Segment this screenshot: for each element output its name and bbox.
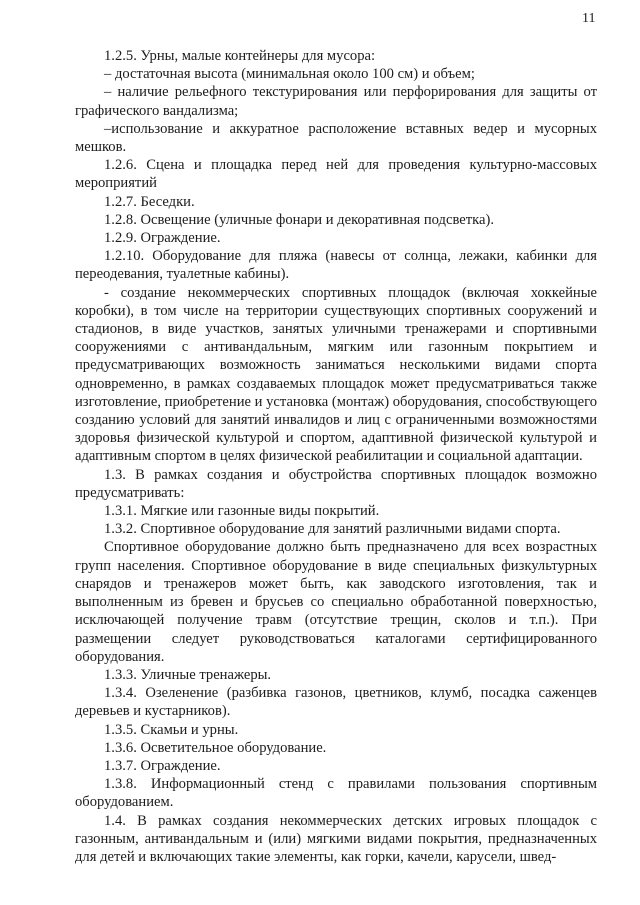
paragraph: 1.3.8. Информационный стенд с правилами пользования спортивным оборудованием. [75,776,597,811]
paragraph: 1.3.6. Осветительное оборудование. [104,739,327,756]
paragraph: 1.3.7. Ограждение. [104,757,221,774]
paragraph: – наличие рельефного текстурирования или перфорирования для защиты от графического вандализма; [75,84,597,119]
paragraph: 1.3. В рамках создания и обустройства спортивных площадок возможно предусматривать: [75,466,597,501]
paragraph: 1.2.6. Сцена и площадка перед ней для проведения культурно-массовых мероприятий [75,157,597,192]
paragraph: 1.3.3. Уличные тренажеры. [104,666,272,683]
paragraph: 1.3.2. Спортивное оборудование для занятий различными видами спорта. [104,521,561,538]
paragraph: –использование и аккуратное расположение вставных ведер и мусорных мешков. [75,120,597,156]
paragraph: 1.2.10. Оборудование для пляжа (навесы от солнца, лежаки, кабинки для переодевания, туалетные кабины). [75,248,597,283]
paragraph: - создание некоммерческих спортивных площадок (включая хоккейные коробки), в том числе на территории существующих спортивных сооружений и стадионов, в виде участков, занятых уличными тренажерами и спортивными сооружениями с антивандальным, мягким или газонным покрытием и предусматривающих возможность заниматься несколькими видами спорта одновременно, в рамках создаваемых площадок может предусматриваться также изготовление, приобретение и установка (монтаж) оборудования, способствующего созданию условий для занятий инвалидов и лиц с ограниченными возможностями здоровья физической культурой и спортом, адаптивной физической культурой и адаптивным спортом в целях физической реабилитации и социальной адаптации. [75,284,597,465]
paragraph: 1.3.1. Мягкие или газонные виды покрытий. [104,503,380,520]
page-number: 11 [582,11,596,26]
paragraph: 1.2.7. Беседки. [104,193,195,210]
document-body [75,47,597,866]
paragraph: 1.3.4. Озеленение (разбивка газонов, цветников, клумб, посадка саженцев деревьев и кустарников). [75,685,597,720]
paragraph: 1.2.5. Урны, малые контейнеры для мусора: [104,48,376,64]
paragraph: 1.3.5. Скамьи и урны. [104,721,239,738]
paragraph: 1.4. В рамках создания некоммерческих детских игровых площадок с газонным, антивандальным и (или) мягкими видами покрытия, предназначенных для детей и включающих такие элементы, как горки, качели, карусели, швед- [75,812,597,865]
paragraph: 1.2.9. Ограждение. [104,230,221,247]
paragraph: 1.2.8. Освещение (уличные фонари и декоративная подсветка). [104,211,494,228]
paragraph: – достаточная высота (минимальная около 100 см) и объем; [104,66,475,83]
paragraph: Спортивное оборудование должно быть предназначено для всех возрастных групп населения. Спортивное оборудование в виде специальных физкультурных снарядов и тренажеров может быть, как заводского изготовления, так и выполненным из бревен и брусьев со специально обработанной поверхностью, исключающей получение травм (отсутствие трещин, сколов и т.п.). При размещении следует руководствоваться каталогами сертифицированного оборудования. [75,539,597,665]
